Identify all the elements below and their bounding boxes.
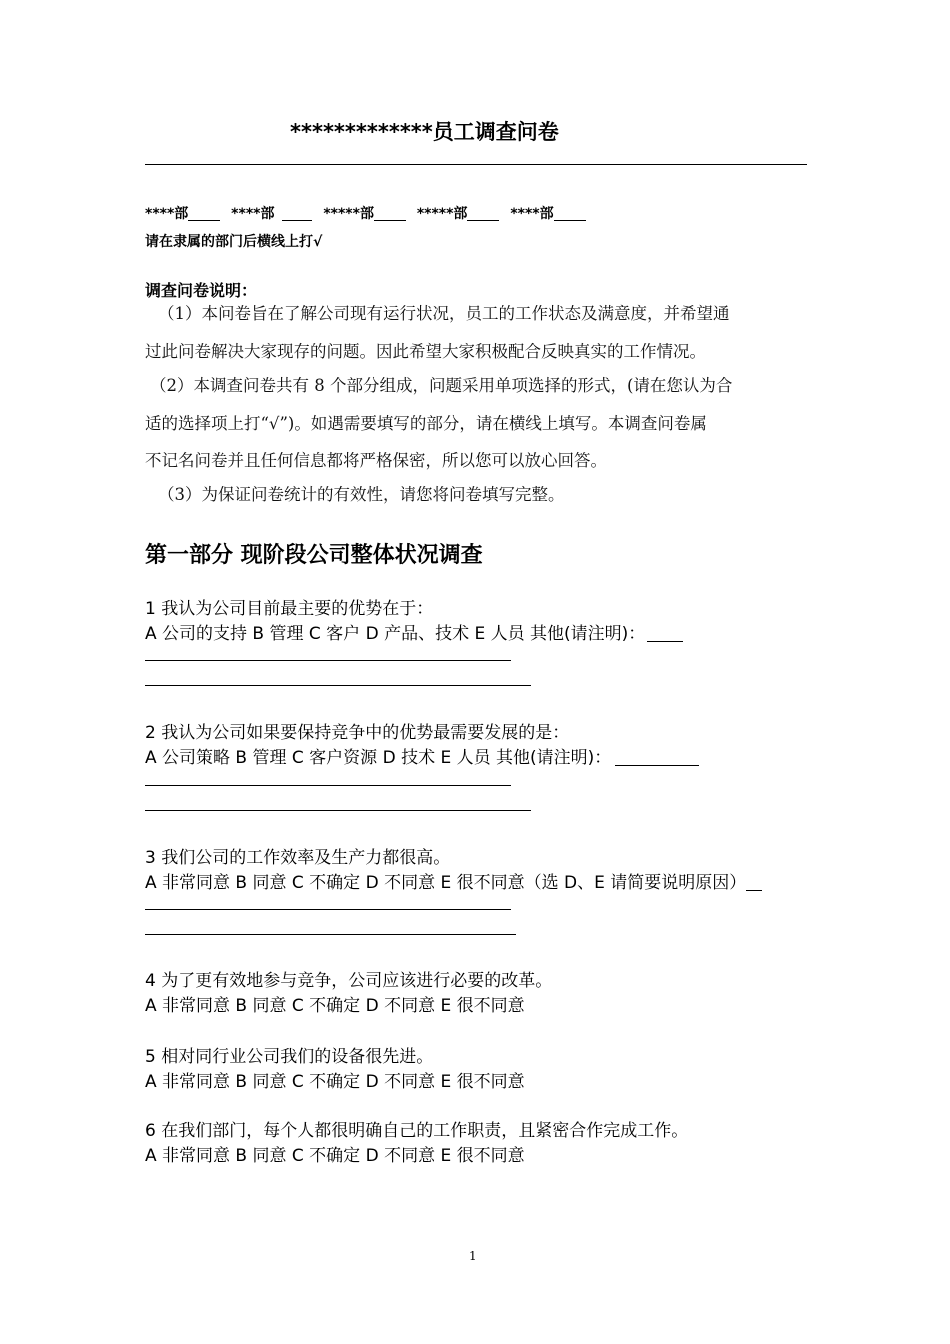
question-6: 6 在我们部门，每个人都很明确自己的工作职责，且紧密合作完成工作。 (145, 1121, 689, 1141)
question-3: 3 我们公司的工作效率及生产力都很高。 (145, 848, 451, 868)
section-title: 第一部分 现阶段公司整体状况调查 (145, 543, 483, 568)
question-2: 2 我认为公司如果要保持竞争中的优势最需要发展的是： (145, 723, 570, 743)
question-2-answer-line-2[interactable] (145, 810, 531, 811)
question-2-options-text: A 公司策略 B 管理 C 客户资源 D 技术 E 人员 其他(请注明)： (145, 748, 612, 768)
department-2-blank[interactable] (282, 206, 312, 221)
question-5: 5 相对同行业公司我们的设备很先进。 (145, 1047, 434, 1067)
document-title: *************员工调查问卷 (290, 120, 559, 144)
title-rule (145, 164, 807, 165)
instruction-line-6: （3）为保证问卷统计的有效性，请您将问卷填写完整。 (158, 485, 565, 504)
department-2-label: ****部 (231, 206, 275, 222)
question-4-options: A 非常同意 B 同意 C 不确定 D 不同意 E 很不同意 (145, 996, 525, 1016)
question-3-answer-line-1[interactable] (145, 909, 511, 910)
department-1-label: ****部 (145, 206, 189, 222)
question-3-options-text: A 非常同意 B 同意 C 不确定 D 不同意 E 很不同意（选 D、E 请简要说明原因） (145, 873, 747, 893)
question-5-options: A 非常同意 B 同意 C 不确定 D 不同意 E 很不同意 (145, 1072, 525, 1092)
department-2[interactable] (231, 203, 312, 223)
question-6-options: A 非常同意 B 同意 C 不确定 D 不同意 E 很不同意 (145, 1146, 525, 1166)
department-5-blank[interactable] (554, 206, 586, 221)
department-4[interactable] (417, 203, 500, 223)
department-3-blank[interactable] (374, 206, 406, 221)
question-3-options (145, 868, 762, 893)
department-4-label: *****部 (416, 206, 468, 222)
department-5[interactable] (510, 203, 585, 223)
department-1[interactable] (145, 203, 220, 223)
question-3-answer-line-2[interactable] (145, 934, 516, 935)
department-3-label: *****部 (323, 206, 374, 222)
question-2-other-blank[interactable] (615, 749, 699, 766)
question-1-options (145, 619, 683, 644)
question-3-reason-blank[interactable] (746, 874, 762, 891)
instruction-line-4: 适的选择项上打“√”)。如遇需要填写的部分，请在横线上填写。本调查问卷属 (145, 414, 707, 433)
question-4: 4 为了更有效地参与竞争，公司应该进行必要的改革。 (145, 971, 553, 991)
department-hint: 请在隶属的部门后横线上打√ (145, 234, 323, 250)
question-1-options-text: A 公司的支持 B 管理 C 客户 D 产品、技术 E 人员 其他(请注明)： (145, 624, 646, 644)
department-1-blank[interactable] (188, 206, 220, 221)
instruction-line-1: （1）本问卷旨在了解公司现有运行状况，员工的工作状态及满意度，并希望通 (158, 304, 730, 323)
question-1-other-blank[interactable] (647, 625, 683, 642)
instruction-line-3: （2）本调查问卷共有 8 个部分组成，问题采用单项选择的形式，(请在您认为合 (150, 376, 733, 395)
page-number: 1 (469, 1249, 477, 1263)
department-5-label: ****部 (510, 206, 554, 222)
question-2-answer-line-1[interactable] (145, 785, 511, 786)
instructions-heading: 调查问卷说明： (145, 281, 258, 300)
instruction-line-2: 过此问卷解决大家现存的问题。因此希望大家积极配合反映真实的工作情况。 (145, 342, 706, 361)
department-list (145, 203, 592, 223)
department-3[interactable] (323, 203, 406, 223)
instruction-line-5: 不记名问卷并且任何信息都将严格保密，所以您可以放心回答。 (145, 451, 607, 470)
question-1: 1 我认为公司目前最主要的优势在于： (145, 599, 434, 619)
question-2-options (145, 743, 699, 768)
question-1-answer-line-2[interactable] (145, 685, 531, 686)
question-1-answer-line-1[interactable] (145, 660, 511, 661)
department-4-blank[interactable] (467, 206, 499, 221)
